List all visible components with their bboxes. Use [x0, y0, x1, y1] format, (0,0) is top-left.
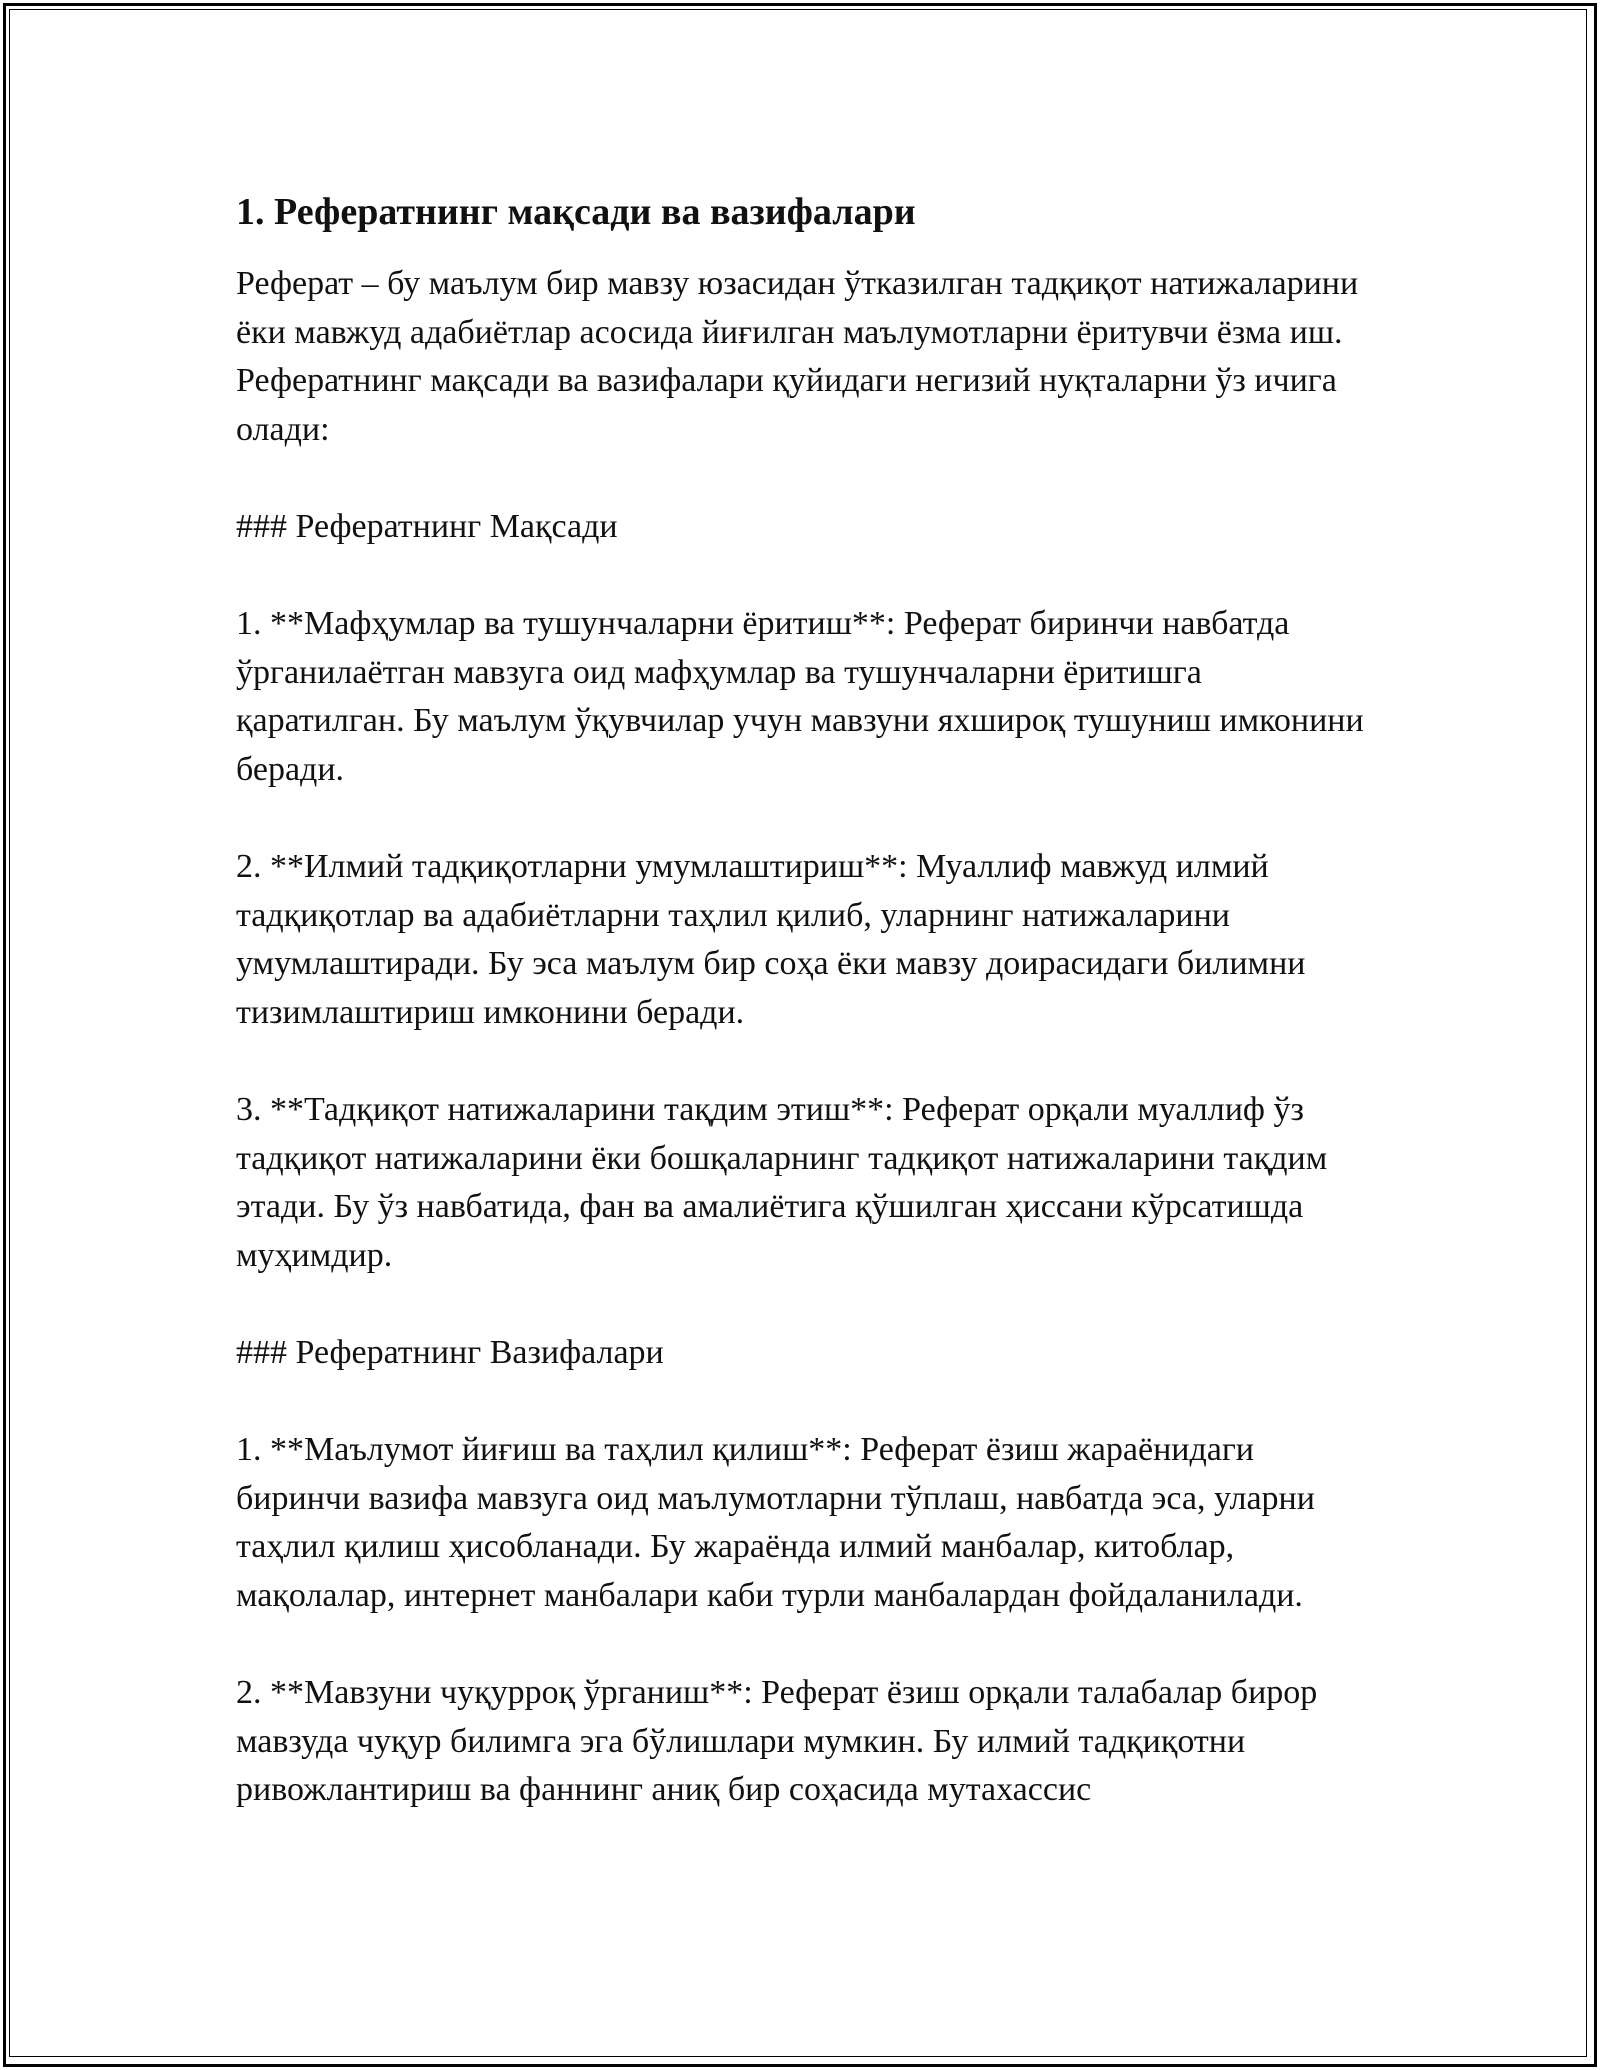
subheading-tasks: ### Рефератнинг Вазифалари: [236, 1334, 664, 1372]
task-item-1: 1. **Маълумот йиғиш ва таҳлил қилиш**: Реферат ёзиш жараёнидаги биринчи вазифа мавзуга оид маълумотларни тўплаш, навбатда эса, уларни таҳлил қилиш ҳисобланади. Бу жараёнда илмий манбалар, китоблар, мақолалар, интернет манбалари каби турли манбалардан фойдаланилади.: [236, 1431, 1315, 1615]
intro-paragraph: Реферат – бу маълум бир мавзу юзасидан ўтказилган тадқиқот натижаларини ёки мавжуд адабиётлар асосида йиғилган маълумотларни ёритувчи ёзма иш. Рефератнинг мақсади ва вазифалари қуйидаги негизий нуқталарни ўз ичига олади:: [236, 265, 1359, 448]
subheading-purpose: ### Рефератнинг Мақсади: [236, 507, 618, 545]
section-heading: 1. Рефератнинг мақсади ва вазифалари: [236, 191, 916, 233]
purpose-item-1: 1. **Мафҳумлар ва тушунчаларни ёритиш**: Реферат биринчи навбатда ўрганилаётган мавзуга оид мафҳумлар ва тушунчаларни ёритишга қаратилган. Бу маълум ўқувчилар учун мавзуни яхшироқ тушуниш имконини беради.: [236, 605, 1364, 788]
task-item-2: 2. **Мавзуни чуқурроқ ўрганиш**: Реферат ёзиш орқали талабалар бирор мавзуда чуқур билимга эга бўлишлари мумкин. Бу илмий тадқиқотни ривожлантириш ва фаннинг аниқ бир соҳасида мутахассис: [236, 1674, 1318, 1809]
purpose-item-2: 2. **Илмий тадқиқотларни умумлаштириш**: Муаллиф мавжуд илмий тадқиқотлар ва адабиётларни таҳлил қилиб, уларнинг натижаларини умумлаштиради. Бу эса маълум бир соҳа ёки мавзу доирасидаги билимни тизимлаштириш имконини беради.: [236, 848, 1306, 1031]
purpose-item-3: 3. **Тадқиқот натижаларини тақдим этиш**: Реферат орқали муаллиф ўз тадқиқот натижаларини ёки бошқаларнинг тадқиқот натижаларини тақдим этади. Бу ўз навбатида, фан ва амалиётига қўшилган ҳиссани кўрсатишда муҳимдир.: [236, 1091, 1328, 1274]
document-body: [236, 188, 1366, 1815]
